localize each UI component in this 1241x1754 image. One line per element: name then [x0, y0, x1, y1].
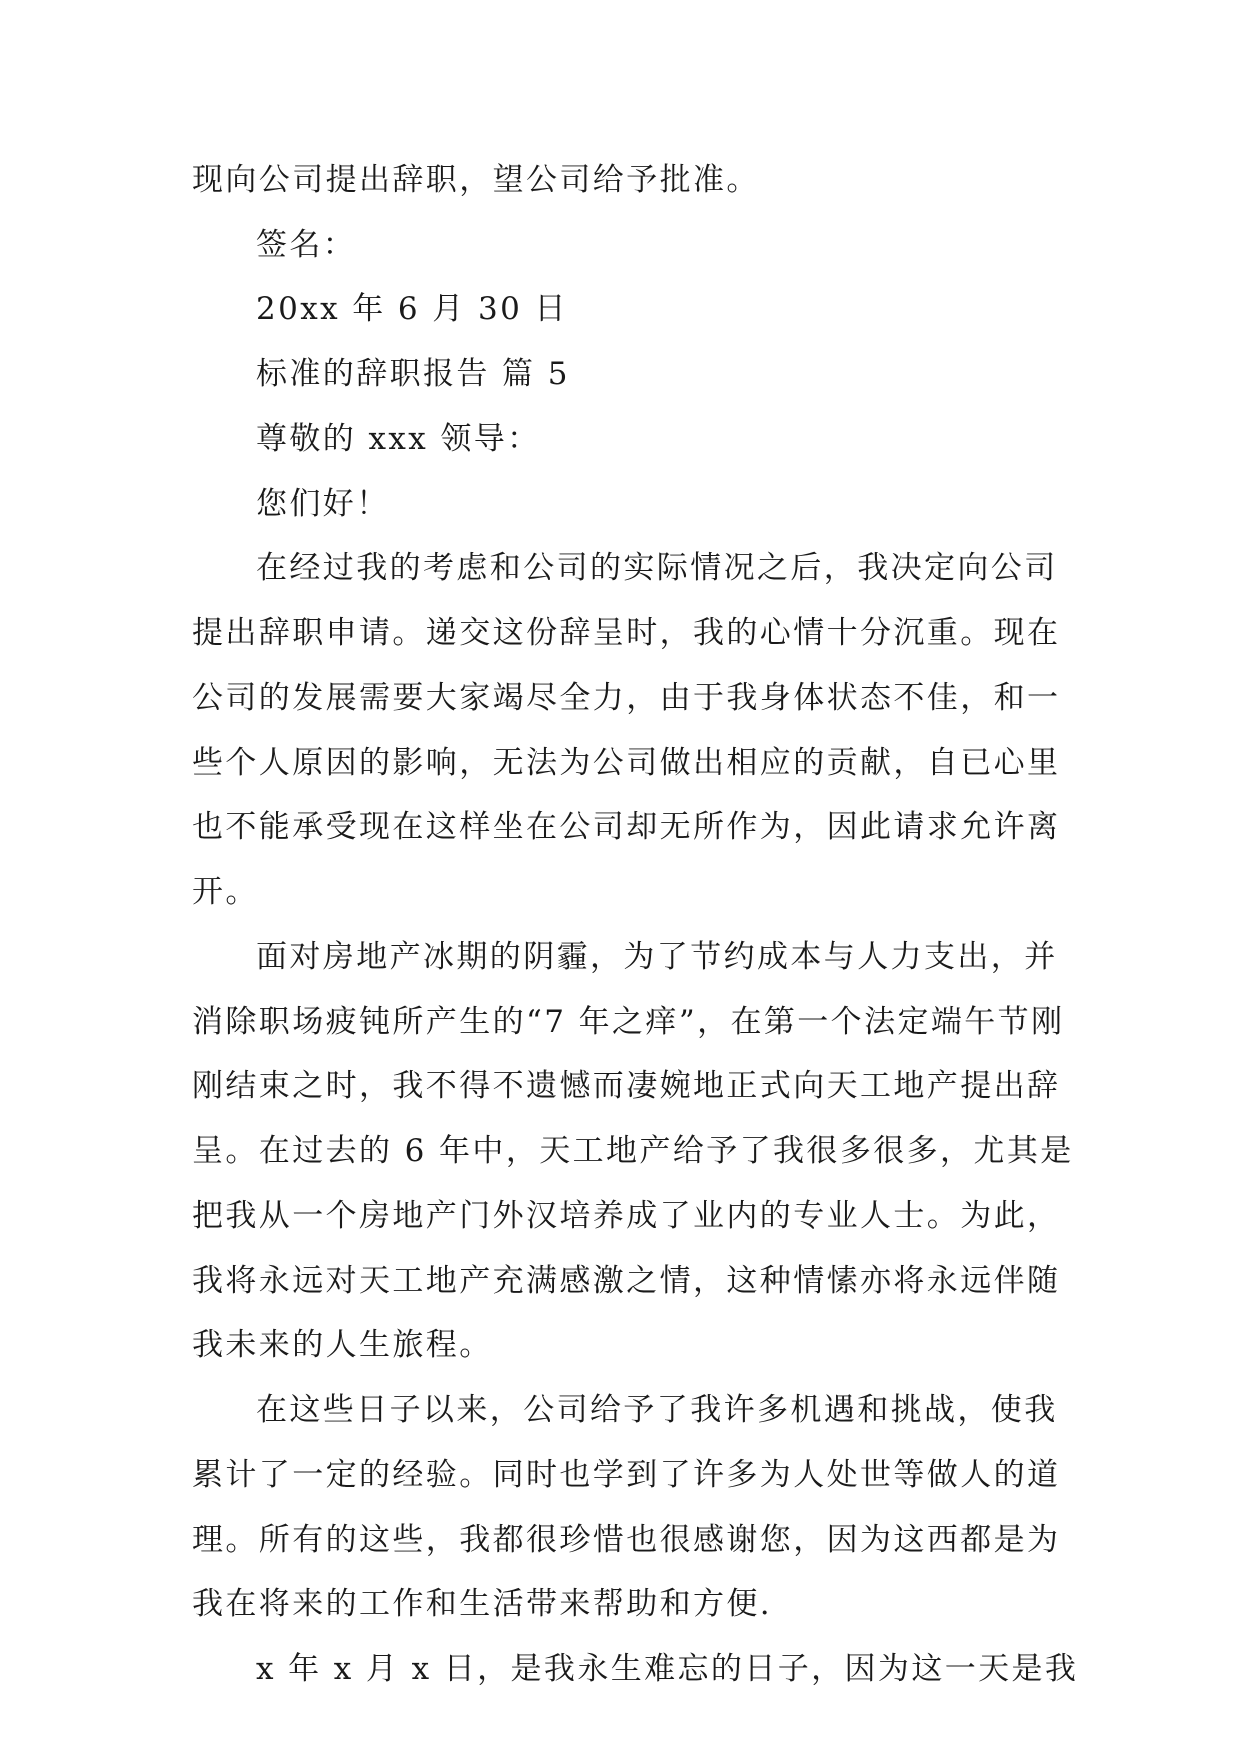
date-line: 20xx 年 6 月 30 日	[256, 291, 568, 327]
paragraph-line: 累计了一定的经验。同时也学到了许多为人处世等做人的道	[192, 1457, 1061, 1493]
paragraph-line: 提出辞职申请。递交这份辞呈时，我的心情十分沉重。现在	[192, 615, 1061, 651]
paragraph-line: 理。所有的这些，我都很珍惜也很感谢您，因为这西都是为	[192, 1522, 1061, 1558]
paragraph-line: x 年 x 月 x 日，是我永生难忘的日子，因为这一天是我	[256, 1651, 1079, 1687]
paragraph-line: 我未来的人生旅程。	[192, 1327, 493, 1363]
paragraph-line: 也不能承受现在这样坐在公司却无所作为，因此请求允许离	[192, 809, 1061, 845]
paragraph-line: 把我从一个房地产门外汉培养成了业内的专业人士。为此，	[192, 1198, 1061, 1234]
paragraph-line: 公司的发展需要大家竭尽全力，由于我身体状态不佳，和一	[192, 680, 1061, 716]
paragraph-line: 呈。在过去的 6 年中，天工地产给予了我很多很多，尤其是	[192, 1133, 1074, 1169]
section-heading: 标准的辞职报告 篇 5	[256, 356, 570, 392]
paragraph-line: 些个人原因的影响，无法为公司做出相应的贡献，自已心里	[192, 745, 1061, 781]
text-line: 现向公司提出辞职，望公司给予批准。	[192, 162, 760, 198]
paragraph-line: 消除职场疲钝所产生的“7 年之痒”，在第一个法定端午节刚	[192, 1004, 1065, 1040]
paragraph-line: 在经过我的考虑和公司的实际情况之后，我决定向公司	[256, 550, 1058, 586]
salutation: 尊敬的 xxx 领导：	[256, 421, 541, 457]
paragraph-line: 我将永远对天工地产充满感激之情，这种情愫亦将永远伴随	[192, 1263, 1061, 1299]
paragraph-line: 开。	[192, 874, 259, 910]
signature-label: 签名：	[256, 227, 357, 263]
greeting: 您们好！	[256, 486, 390, 522]
paragraph-line: 我在将来的工作和生活带来帮助和方便.	[192, 1586, 773, 1622]
paragraph-line: 在这些日子以来，公司给予了我许多机遇和挑战，使我	[256, 1392, 1058, 1428]
paragraph-line: 面对房地产冰期的阴霾，为了节约成本与人力支出，并	[256, 939, 1058, 975]
paragraph-line: 刚结束之时，我不得不遗憾而凄婉地正式向天工地产提出辞	[192, 1068, 1061, 1104]
